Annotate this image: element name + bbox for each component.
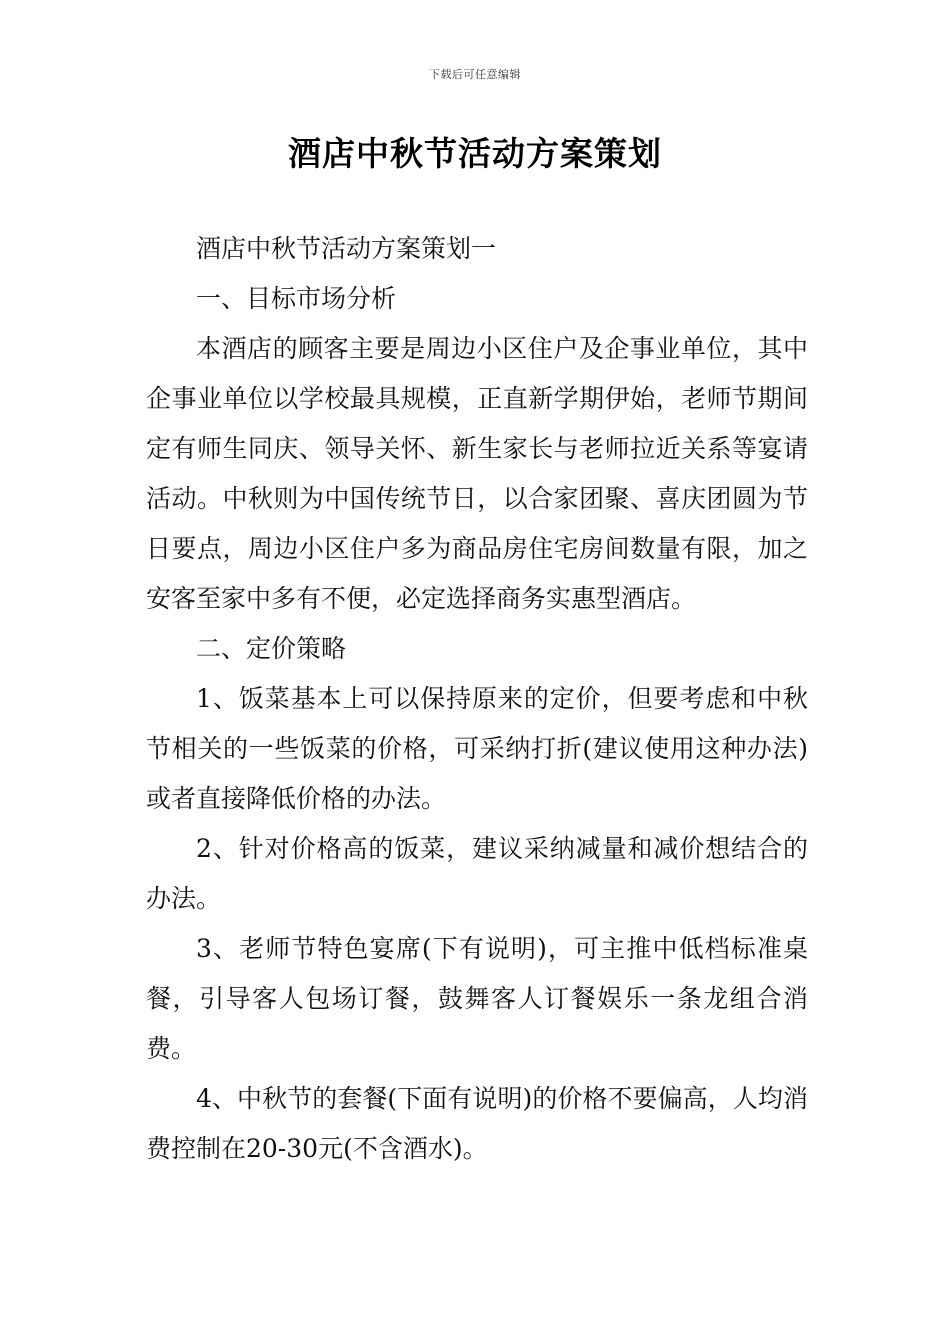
document-title: 酒店中秋节活动方案策划 [288, 134, 662, 173]
document-body [146, 224, 808, 1174]
header-note: 下载后可任意编辑 [429, 68, 521, 81]
paragraph-market-analysis: 本酒店的顾客主要是周边小区住户及企事业单位，其中企事业单位以学校最具规模，正直新学期伊始，老师节期间定有师生同庆、领导关怀、新生家长与老师拉近关系等宴请活动。中秋则为中国传统节日，以合家团聚、喜庆团圆为节日要点，周边小区住户多为商品房住宅房间数量有限，加之安客至家中多有不便，必定选择商务实惠型酒店。 [146, 334, 808, 613]
paragraph-pricing-item-4: 4、中秋节的套餐(下面有说明)的价格不要偏高，人均消费控制在20-30元(不含酒水)。 [146, 1084, 808, 1163]
paragraph-subtitle: 酒店中秋节活动方案策划一 [196, 234, 497, 263]
paragraph-heading-market-analysis: 一、目标市场分析 [196, 284, 397, 313]
paragraph-pricing-item-1: 1、饭菜基本上可以保持原来的定价，但要考虑和中秋节相关的一些饭菜的价格，可采纳打折(建议使用这种办法)或者直接降低价格的办法。 [146, 684, 808, 813]
paragraph-heading-pricing: 二、定价策略 [196, 634, 347, 663]
paragraph-pricing-item-3: 3、老师节特色宴席(下有说明)，可主推中低档标准桌餐，引导客人包场订餐，鼓舞客人订餐娱乐一条龙组合消费。 [146, 934, 808, 1063]
paragraph-pricing-item-2: 2、针对价格高的饭菜，建议采纳减量和减价想结合的办法。 [146, 834, 808, 913]
